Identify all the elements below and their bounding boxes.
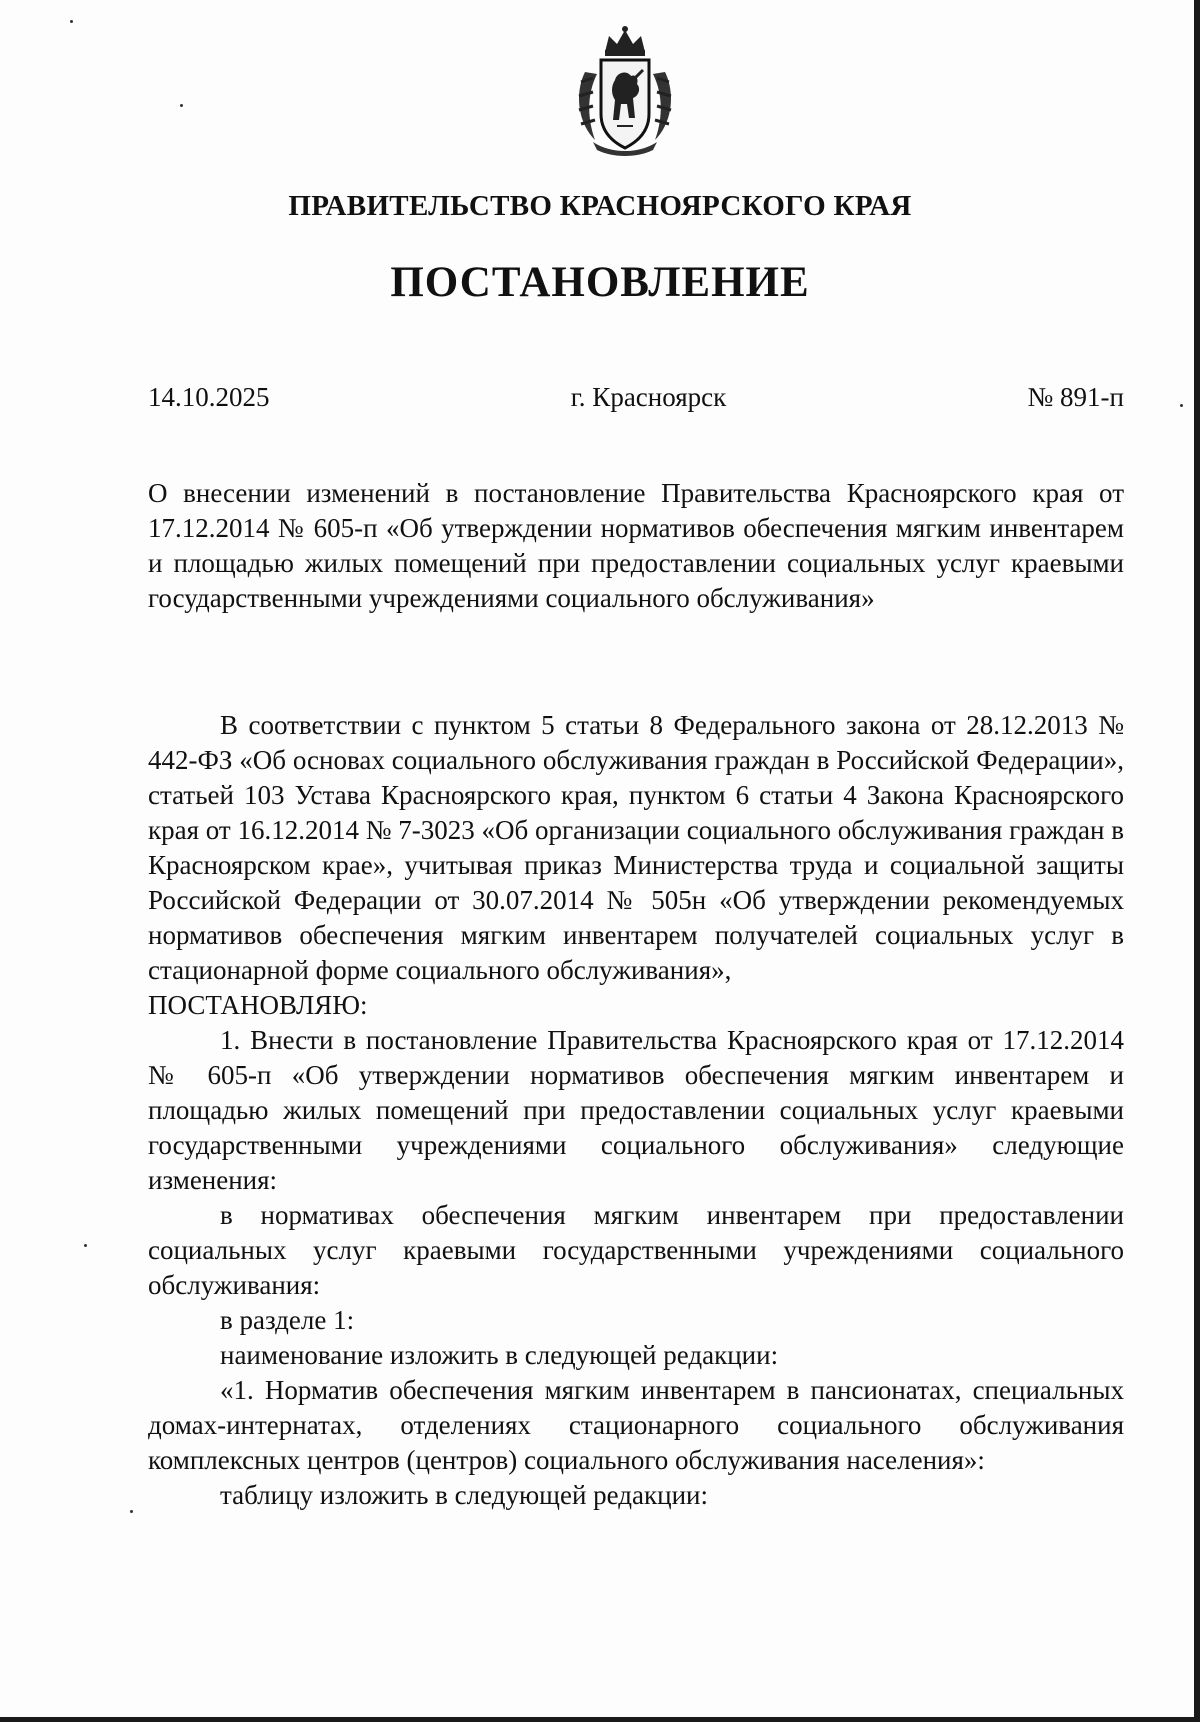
document-date: 14.10.2025 bbox=[148, 382, 270, 412]
document-subject: О внесении изменений в постановление Правительства Красноярского края от 17.12.2014 № 605-п «Об утверждении нормативов обеспечения мягким инвентарем и площадью жилых помещений при предоставлении социальных услуг краевыми государственными учреждениями социального обслуживания» bbox=[148, 478, 1124, 613]
document-city: г. Красноярск bbox=[570, 382, 727, 412]
name-edit-instruction: наименование изложить в следующей редакции: bbox=[220, 1340, 779, 1370]
organization-name: ПРАВИТЕЛЬСТВО КРАСНОЯРСКОГО КРАЯ bbox=[288, 190, 912, 222]
coat-of-arms-icon bbox=[571, 22, 679, 156]
norms-intro-paragraph: в нормативах обеспечения мягким инвентарем при предоставлении социальных услуг краевыми государственными учреждениями социального обслуживания: bbox=[148, 1200, 1124, 1300]
table-edit-instruction: таблицу изложить в следующей редакции: bbox=[220, 1480, 708, 1510]
scan-speck bbox=[180, 104, 183, 107]
document-type-title: ПОСТАНОВЛЕНИЕ bbox=[390, 259, 810, 306]
resolve-statement: ПОСТАНОВЛЯЮ: bbox=[148, 990, 368, 1020]
document-body bbox=[148, 708, 1124, 1513]
new-name-paragraph: «1. Норматив обеспечения мягким инвентарем в пансионатах, специальных домах-интернатах, отделениях стационарного социального обслуживания комплексных центров (центров) социального обслуживания населения»: bbox=[148, 1375, 1124, 1475]
document-meta bbox=[148, 382, 1124, 413]
scan-speck bbox=[130, 1510, 133, 1513]
preamble-paragraph: В соответствии с пунктом 5 статьи 8 Федерального закона от 28.12.2013 № 442-ФЗ «Об основах социального обслуживания граждан в Российской Федерации», статьей 103 Устава Красноярского края, пунктом 6 статьи 4 Закона Красноярского края от 16.12.2014 № 7-3023 «Об организации социального обслуживания граждан в Красноярском крае», учитывая приказ Министерства труда и социальной защиты Российской Федерации от 30.07.2014 № 505н «Об утверждении рекомендуемых нормативов обеспечения мягким инвентарем получателей социальных услуг в стационарной форме социального обслуживания», bbox=[148, 710, 1124, 985]
document-number: № 891-п bbox=[1027, 382, 1124, 412]
scan-speck bbox=[1180, 404, 1183, 407]
scan-speck bbox=[84, 1244, 87, 1247]
scan-edge-bottom bbox=[0, 1717, 1200, 1722]
scan-speck bbox=[70, 20, 73, 23]
section-reference: в разделе 1: bbox=[220, 1305, 355, 1335]
item-1-paragraph: 1. Внести в постановление Правительства Красноярского края от 17.12.2014 № 605-п «Об утверждении нормативов обеспечения мягким инвентарем и площадью жилых помещений при предоставлении социальных услуг краевыми государственными учреждениями социального обслуживания» следующие изменения: bbox=[148, 1025, 1124, 1195]
